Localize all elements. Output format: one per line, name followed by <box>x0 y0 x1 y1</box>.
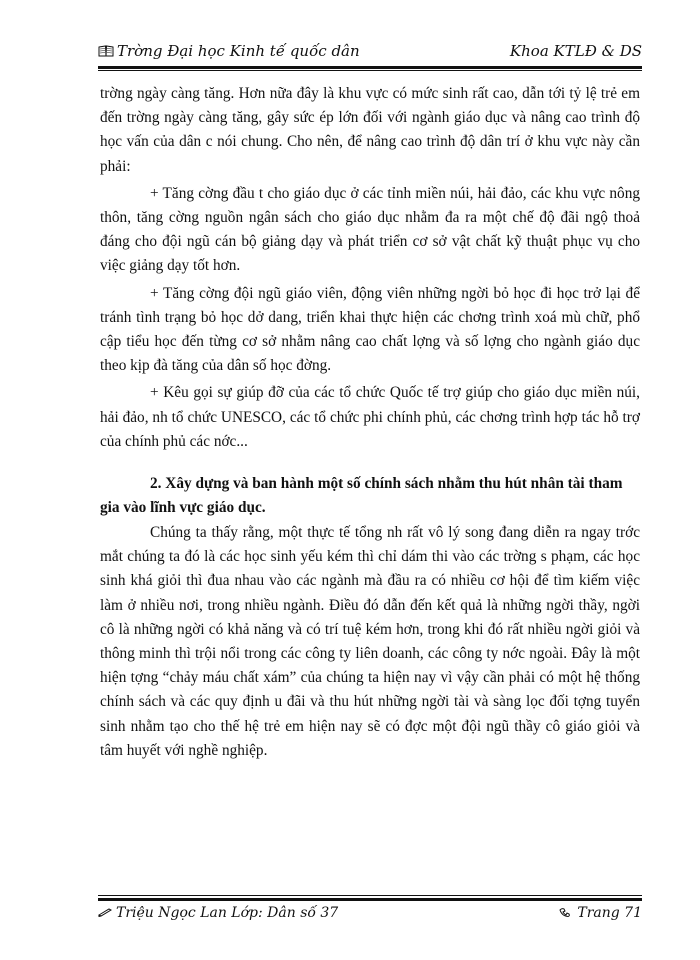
footer-rule <box>98 898 642 901</box>
header-rule <box>98 66 642 69</box>
paragraph: + Tăng cờng đầu t cho giáo dục ở các tỉnh miền núi, hải đảo, các khu vực nông thôn, tăng cờng nguồn ngân sách cho giáo dục nhằm đa ra một chế độ đãi ngộ thoả đáng cho đội ngũ cán bộ giảng dạy và phát triển cơ sở vật chất kỹ thuật phục vụ cho việc giảng dạy tốt hơn. <box>100 184 640 275</box>
paragraph: Chúng ta thấy rằng, một thực tế tổng nh rất vô lý song đang diễn ra ngay trớc mắt chúng ta đó là các học sinh yếu kém thì chỉ dám thi vào các trờng s phạm, các học sinh khá giỏi thì đua nhau vào các ngành mà đầu ra có nhiều cơ hội để tìm kiếm việc làm ở nhiều nơi, trong nhiều ngành. Điều đó dẫn đến kết quả là những ngời thầy, ngời cô là những ngời có khả năng và có trí tuệ kém hơn, trong khi đó rất nhiều ngời giỏi và thông minh thì trội nổi trong các công ty liên doanh, các công ty nớc ngoài. Đây là một hiện tợng “chảy máu chất xám” của chúng ta hiện nay vì vậy cần phải có một hệ thống chính sách và các quy định u đãi và thu hút những ngời tài và sàng lọc đối tợng tuyển sinh nhằm tạo cho thế hệ trẻ em hiện nay sẽ có đợc một đội ngũ thầy cô giáo giỏi và tâm huyết với nghề nghiệp. <box>100 524 640 759</box>
book-icon <box>98 45 114 57</box>
footer-rule-thin <box>98 895 642 896</box>
footer-left <box>98 905 338 921</box>
paragraph: + Tăng cờng đội ngũ giáo viên, động viên những ngời bỏ học đi học trở lại để tránh tình trạng bỏ học dở dang, triển khai thực hiện các chơng trình xoá mù chữ, phổ cập tiểu học đến từng cơ sở nhằm nâng cao chất lợng và số lợng cho ngành giáo dục theo kịp đà tăng của dân số học đờng. <box>100 284 640 375</box>
footer-author: Triệu Ngọc Lan Lớp: Dân số 37 <box>116 905 339 921</box>
body-text <box>100 82 640 454</box>
page-header <box>98 42 642 64</box>
header-school: Trờng Đại học Kinh tế quốc dân <box>117 42 360 60</box>
header-faculty: Khoa KTLĐ & DS <box>509 42 642 60</box>
pencil-icon <box>98 907 112 917</box>
paragraph: trờng ngày càng tăng. Hơn nữa đây là khu vực có mức sinh rất cao, dẫn tới tỷ lệ trẻ em đến trờng ngày càng tăng, gây sức ép lớn đối với ngành giáo dục và nâng cao trình độ học vấn của dân c nói chung. Cho nên, để nâng cao trình độ dân trí ở khu vực này cần phải: <box>100 85 640 175</box>
phone-icon <box>559 907 573 917</box>
page-number: Trang 71 <box>577 905 642 921</box>
section-body <box>100 521 640 763</box>
paragraph: + Kêu gọi sự giúp đỡ của các tổ chức Quốc tế trợ giúp cho giáo dục miền núi, hải đảo, nh tổ chức UNESCO, các tổ chức phi chính phủ, các chơng trình hợp tác hỗ trợ của chính phủ các nớc... <box>100 384 640 450</box>
section-heading: 2. Xây dựng và ban hành một số chính sách nhằm thu hút nhân tài tham gia vào lĩnh vực giáo dục. <box>100 475 623 517</box>
page-footer <box>98 905 642 925</box>
header-left <box>98 42 360 60</box>
footer-right <box>559 905 642 921</box>
header-rule-thin <box>98 70 642 71</box>
